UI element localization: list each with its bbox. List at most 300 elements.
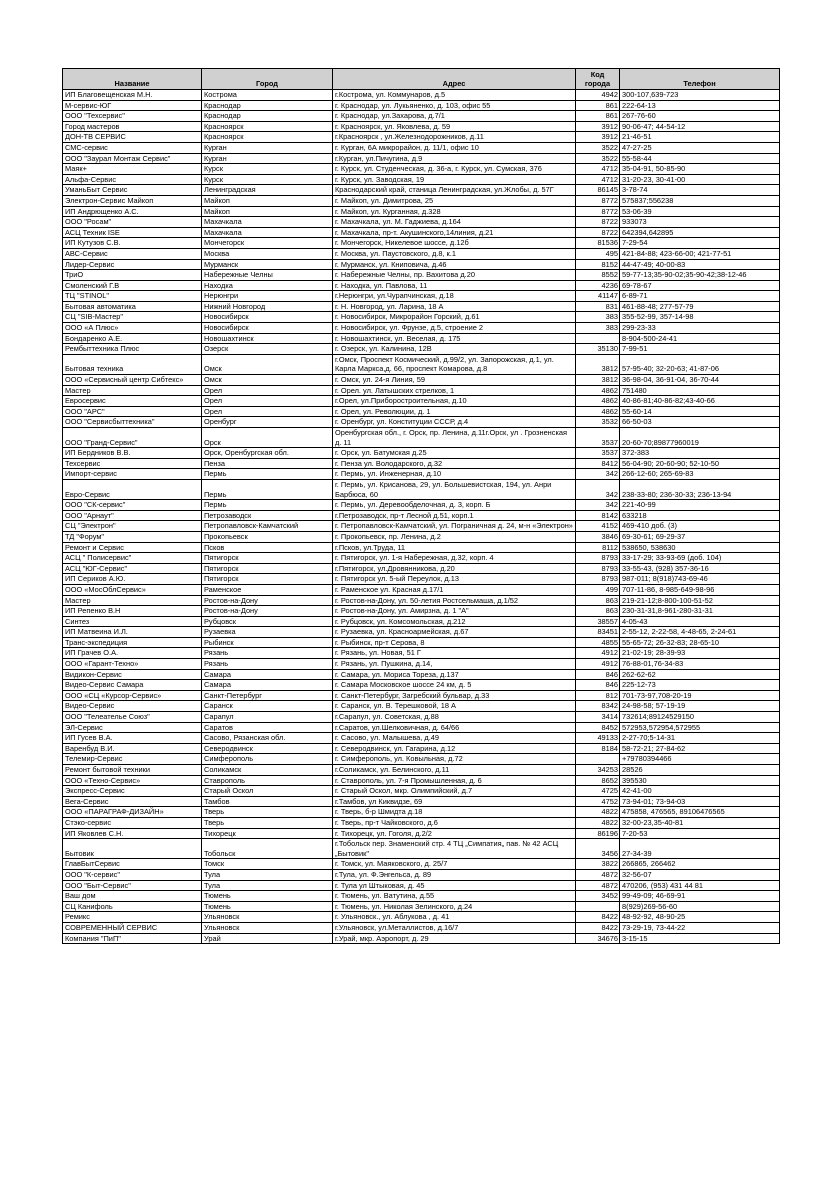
cell-phone: 58-72-21; 27-84-62: [620, 743, 780, 754]
table-row: [63, 417, 780, 428]
cell-code: 38557: [576, 616, 620, 627]
table-row: [63, 206, 780, 217]
table-row: [63, 584, 780, 595]
table-row: [63, 839, 780, 859]
cell-city: Ростов-на-Дону: [202, 595, 333, 606]
cell-phone: 28526: [620, 765, 780, 776]
cell-phone: 31-20-23, 30-41-00: [620, 174, 780, 185]
cell-name: ООО "Техсервис": [63, 111, 202, 122]
header-code: Код города: [576, 69, 620, 90]
service-center-sheet: [62, 68, 779, 944]
cell-name: Телемир-Сервис: [63, 754, 202, 765]
table-row: [63, 132, 780, 143]
cell-phone: 4-05-43: [620, 616, 780, 627]
cell-code: 8772: [576, 206, 620, 217]
cell-code: 495: [576, 248, 620, 259]
cell-city: Краснодар: [202, 100, 333, 111]
cell-code: 4872: [576, 869, 620, 880]
cell-address: г. Пермь, ул. Крисанова, 29, ул. Большевистская, 194, ул. Анри Барбюса, 60: [333, 479, 576, 499]
cell-city: Рузаевка: [202, 627, 333, 638]
table-row: [63, 174, 780, 185]
cell-address: г. Ростов-на-Дону, ул. 50-летия Ростсельмаша, д.1/52: [333, 595, 576, 606]
cell-name: ООО "Заурал Монтаж Сервис": [63, 153, 202, 164]
cell-address: г. Курск, ул. Студенческая, д. 36-а, г. Курск, ул. Сумская, 376: [333, 164, 576, 175]
cell-city: Томск: [202, 859, 333, 870]
cell-code: 3912: [576, 121, 620, 132]
cell-name: ООО "К-сервис": [63, 869, 202, 880]
table-row: [63, 775, 780, 786]
table-row: [63, 817, 780, 828]
cell-code: 4912: [576, 659, 620, 670]
cell-address: г. Новосибирск, ул. Фрунзе, д.5, строение 2: [333, 323, 576, 334]
cell-city: Озерск: [202, 344, 333, 355]
cell-city: Орел: [202, 396, 333, 407]
cell-phone: 7-29-54: [620, 238, 780, 249]
cell-address: г. Новошахтинск, ул. Веселая, д. 175: [333, 333, 576, 344]
cell-name: Ремикс: [63, 912, 202, 923]
cell-city: Пермь: [202, 500, 333, 511]
cell-code: 8652: [576, 775, 620, 786]
cell-phone: 76-88-01,76-34-83: [620, 659, 780, 670]
cell-phone: 36-98-04, 36-91-04, 36-70-44: [620, 375, 780, 386]
cell-name: ООО "Росам": [63, 217, 202, 228]
cell-address: г. Прокопьевск, пр. Ленина, д.2: [333, 531, 576, 542]
cell-city: Орел: [202, 385, 333, 396]
cell-city: Пермь: [202, 469, 333, 480]
cell-code: 846: [576, 669, 620, 680]
table-row: [63, 164, 780, 175]
cell-phone: 69-78-67: [620, 280, 780, 291]
cell-code: 846: [576, 680, 620, 691]
cell-city: Майкоп: [202, 195, 333, 206]
table-row: [63, 933, 780, 944]
cell-city: Рубцовск: [202, 616, 333, 627]
cell-code: 86196: [576, 828, 620, 839]
cell-code: 8793: [576, 563, 620, 574]
cell-address: г. Пятигорск ул. 5-ый Переулок, д.13: [333, 574, 576, 585]
cell-phone: 701-73-97,708-20-19: [620, 690, 780, 701]
cell-city: Пенза: [202, 458, 333, 469]
cell-code: 861: [576, 111, 620, 122]
cell-phone: 55-60-14: [620, 406, 780, 417]
cell-name: Маяк+: [63, 164, 202, 175]
cell-code: [576, 901, 620, 912]
cell-address: г. Омск, ул. 24-я Линия, 59: [333, 375, 576, 386]
cell-name: Бондаренко А.Е.: [63, 333, 202, 344]
cell-city: Нерюнгри: [202, 291, 333, 302]
cell-name: ИП Репенко В.Н: [63, 606, 202, 617]
cell-code: 499: [576, 584, 620, 595]
cell-code: 3822: [576, 859, 620, 870]
cell-code: 4712: [576, 174, 620, 185]
cell-name: Видео-Сервис: [63, 701, 202, 712]
table-row: [63, 765, 780, 776]
cell-address: г. Санкт-Петербург, Загребский бульвар, д.33: [333, 690, 576, 701]
table-row: [63, 542, 780, 553]
cell-address: г.Ульяновск, ул.Металлистов, д.16/7: [333, 922, 576, 933]
cell-code: 3522: [576, 153, 620, 164]
cell-address: г.Соликамск, ул. Белинского, д.11: [333, 765, 576, 776]
cell-city: Ростов-на-Дону: [202, 606, 333, 617]
cell-city: Ульяновск: [202, 912, 333, 923]
cell-city: Ставрополь: [202, 775, 333, 786]
cell-code: 3456: [576, 839, 620, 859]
cell-city: Тюмень: [202, 901, 333, 912]
cell-name: Альфа-Сервис: [63, 174, 202, 185]
cell-name: ООО «СЦ «Курсор-Сервис»: [63, 690, 202, 701]
cell-city: Краснодар: [202, 111, 333, 122]
cell-city: Тула: [202, 880, 333, 891]
table-row: [63, 627, 780, 638]
table-row: [63, 510, 780, 521]
table-row: [63, 153, 780, 164]
cell-code: 4236: [576, 280, 620, 291]
cell-address: г.Орел, ул.Приборостроительная, д.10: [333, 396, 576, 407]
cell-name: Евро-Сервис: [63, 479, 202, 499]
cell-address: г.Петрозаводск, пр-т Лесной д.51, корп.1: [333, 510, 576, 521]
table-row: [63, 722, 780, 733]
cell-code: 3414: [576, 712, 620, 723]
cell-code: 3452: [576, 891, 620, 902]
cell-phone: 27-34-39: [620, 839, 780, 859]
cell-address: г. Самара, ул. Мориса Тореза, д.137: [333, 669, 576, 680]
table-row: [63, 859, 780, 870]
cell-code: 4862: [576, 406, 620, 417]
cell-address: г. Тверь, б-р Шмидта д.18: [333, 807, 576, 818]
cell-name: Ремонт и Сервис: [63, 542, 202, 553]
cell-address: г. Тюмень, ул. Ватутина, д.55: [333, 891, 576, 902]
cell-city: Красноярск: [202, 121, 333, 132]
cell-name: АСЦ " Полисервис": [63, 553, 202, 564]
table-row: [63, 701, 780, 712]
cell-address: г.Кострома, ул. Коммунаров, д.5: [333, 90, 576, 101]
cell-name: Мастер: [63, 385, 202, 396]
cell-city: Орск: [202, 428, 333, 448]
cell-code: 4152: [576, 521, 620, 532]
table-row: [63, 479, 780, 499]
cell-code: 4942: [576, 90, 620, 101]
cell-name: Смоленский Г.В: [63, 280, 202, 291]
cell-phone: 469-410 доб. (3): [620, 521, 780, 532]
cell-city: Пятигорск: [202, 574, 333, 585]
cell-name: АСЦ "ЮГ-Сервис": [63, 563, 202, 574]
table-row: [63, 90, 780, 101]
cell-city: Рыбинск: [202, 637, 333, 648]
cell-phone: 300-107,639-723: [620, 90, 780, 101]
cell-address: г. Рубцовск, ул. Комсомольская, д.212: [333, 616, 576, 627]
cell-phone: 225-12-73: [620, 680, 780, 691]
cell-code: 83451: [576, 627, 620, 638]
cell-code: 49133: [576, 733, 620, 744]
cell-name: Видео-Сервис Самара: [63, 680, 202, 691]
cell-name: Синтез: [63, 616, 202, 627]
cell-city: Находка: [202, 280, 333, 291]
cell-code: 863: [576, 595, 620, 606]
cell-address: г. Рязань, ул. Новая, 51 Г: [333, 648, 576, 659]
cell-phone: 53-06-39: [620, 206, 780, 217]
cell-address: г.Тула, ул. Ф.Энгельса, д. 89: [333, 869, 576, 880]
cell-address: г. Махачкала, пр-т. Акушинского,14линия, д.21: [333, 227, 576, 238]
cell-phone: 20-60-70;89877960019: [620, 428, 780, 448]
cell-name: ООО «Сервисный центр Сибтекс»: [63, 375, 202, 386]
cell-address: г.Пятигорск, ул.Дровянникова, д.20: [333, 563, 576, 574]
cell-name: ИП Андрющенко А.С.: [63, 206, 202, 217]
cell-city: Курган: [202, 153, 333, 164]
cell-name: Транс-экспедиция: [63, 637, 202, 648]
cell-address: Краснодарский край, станица Ленинградская, ул.Жлобы, д. 57Г: [333, 185, 576, 196]
cell-name: ООО "Телеателье Союз": [63, 712, 202, 723]
cell-phone: 40-86-81;40-86-82;43-40-66: [620, 396, 780, 407]
table-row: [63, 354, 780, 374]
cell-city: Самара: [202, 669, 333, 680]
table-row: [63, 669, 780, 680]
table-row: [63, 754, 780, 765]
cell-address: г. Пермь, ул. Деревообделочная, д. 3, корп. Б: [333, 500, 576, 511]
cell-address: г. Н. Новгород, ул. Ларина, 18 А: [333, 301, 576, 312]
cell-code: 3912: [576, 132, 620, 143]
cell-address: Оренбургская обл., г. Орск, пр. Ленина, д.11г.Орск, ул . Грознeнская д. 11: [333, 428, 576, 448]
cell-name: ООО «Техно-Сервис»: [63, 775, 202, 786]
cell-address: г. Махачкала, ул. М. Гаджиева, д.164: [333, 217, 576, 228]
header-address: Адрес: [333, 69, 576, 90]
cell-phone: 21-46-51: [620, 132, 780, 143]
table-row: [63, 637, 780, 648]
cell-name: Мастер: [63, 595, 202, 606]
table-row: [63, 469, 780, 480]
cell-phone: 73-29-19, 73-44-22: [620, 922, 780, 933]
cell-city: Тверь: [202, 807, 333, 818]
cell-name: Рембыттехника Плюс: [63, 344, 202, 355]
cell-phone: 55-65-72; 26-32-83; 28-65-10: [620, 637, 780, 648]
cell-city: Майкоп: [202, 206, 333, 217]
cell-name: Экспресс-Сервис: [63, 786, 202, 797]
cell-address: г. Майкоп, ул. Курганная, д.328: [333, 206, 576, 217]
header-phone: Телефон: [620, 69, 780, 90]
cell-name: Лидер-Сервис: [63, 259, 202, 270]
cell-phone: 642394,642895: [620, 227, 780, 238]
cell-code: 8793: [576, 553, 620, 564]
table-row: [63, 185, 780, 196]
cell-name: ООО "АРС": [63, 406, 202, 417]
table-row: [63, 912, 780, 923]
cell-phone: 2-55-12, 2-22-58, 4-48-65, 2-24-61: [620, 627, 780, 638]
cell-address: г. Москва, ул. Паустовского, д.8, к.1: [333, 248, 576, 259]
table-row: [63, 227, 780, 238]
cell-city: Махачкала: [202, 227, 333, 238]
cell-phone: 33-17-29; 33-93-69 (доб. 104): [620, 553, 780, 564]
cell-phone: 56-04-90; 20-60-90; 52-10-50: [620, 458, 780, 469]
cell-address: г. Пенза ул. Володарского, д.32: [333, 458, 576, 469]
cell-address: г.Тобольск пер. Знаменский стр. 4 ТЦ „Симпатия„ пав. № 42 АСЦ „Бытовик": [333, 839, 576, 859]
cell-name: ООО «А Плюс»: [63, 323, 202, 334]
cell-code: 3522: [576, 142, 620, 153]
table-row: [63, 500, 780, 511]
table-row: [63, 743, 780, 754]
cell-city: Сасово, Рязанская обл.: [202, 733, 333, 744]
cell-name: ИП Грачев О.А.: [63, 648, 202, 659]
table-row: [63, 344, 780, 355]
cell-address: г.Нерюнгри, ул.Чурапчинская, д.18: [333, 291, 576, 302]
cell-code: 861: [576, 100, 620, 111]
cell-code: 8552: [576, 270, 620, 281]
table-row: [63, 595, 780, 606]
cell-code: 8772: [576, 195, 620, 206]
table-row: [63, 259, 780, 270]
cell-phone: 24-98-58; 57-19-19: [620, 701, 780, 712]
cell-name: Компания "ПиП": [63, 933, 202, 944]
cell-phone: 475858, 476565, 89106476565: [620, 807, 780, 818]
cell-code: 8112: [576, 542, 620, 553]
cell-name: ИП Матвеина И.Л.: [63, 627, 202, 638]
cell-address: г.Курган, ул.Пичугина, д.9: [333, 153, 576, 164]
table-row: [63, 448, 780, 459]
cell-city: Мончегорск: [202, 238, 333, 249]
cell-address: г. Мурманск, ул. Книповича, д.46: [333, 259, 576, 270]
cell-city: Махачкала: [202, 217, 333, 228]
cell-phone: 35-04-91, 50-85-90: [620, 164, 780, 175]
cell-code: 4752: [576, 796, 620, 807]
cell-address: г. Рузаевка, ул. Красноармейская, д.67: [333, 627, 576, 638]
cell-name: ООО «МосОблСервис»: [63, 584, 202, 595]
cell-name: УманьБыт Сервис: [63, 185, 202, 196]
cell-phone: 299-23-33: [620, 323, 780, 334]
table-row: [63, 291, 780, 302]
cell-code: 86145: [576, 185, 620, 196]
table-row: [63, 406, 780, 417]
cell-address: г. Краснодар, ул. Лукьяненко, д. 103, офис 55: [333, 100, 576, 111]
cell-name: Бытовая автоматика: [63, 301, 202, 312]
cell-phone: 751480: [620, 385, 780, 396]
cell-city: Санкт-Петербург: [202, 690, 333, 701]
cell-city: Тюмень: [202, 891, 333, 902]
cell-code: 383: [576, 312, 620, 323]
cell-name: СЦ "Электрон": [63, 521, 202, 532]
cell-name: ДОН-ТВ СЕРВИС: [63, 132, 202, 143]
cell-address: г.Омск, Проспект Космический, д.99/2, ул. Запорожская, д.1, ул. Карла Маркса,д. 66, проспект Комарова, д.8: [333, 354, 576, 374]
table-row: [63, 796, 780, 807]
cell-address: г. Томск, ул. Маяковского, д. 25/7: [333, 859, 576, 870]
cell-city: Ульяновск: [202, 922, 333, 933]
cell-address: г. Петропавловск-Камчатский, ул. Пограничная д. 24, м-н «Электрон»: [333, 521, 576, 532]
table-row: [63, 712, 780, 723]
cell-address: г. Майкоп, ул. Димитрова, 25: [333, 195, 576, 206]
cell-code: 4822: [576, 807, 620, 818]
cell-address: г.Урай, мкр. Аэропорт, д. 29: [333, 933, 576, 944]
cell-address: г. Северодвинск, ул. Гагарина, д.12: [333, 743, 576, 754]
cell-code: 4912: [576, 648, 620, 659]
cell-address: г. Орел. ул. Латышских стрелков, 1: [333, 385, 576, 396]
cell-name: АВС-Сервис: [63, 248, 202, 259]
cell-name: СМС-сервис: [63, 142, 202, 153]
cell-name: СЦ Канифоль: [63, 901, 202, 912]
table-row: [63, 385, 780, 396]
cell-name: ГлавБытСервис: [63, 859, 202, 870]
cell-city: Саратов: [202, 722, 333, 733]
cell-phone: 267-76-60: [620, 111, 780, 122]
table-row: [63, 121, 780, 132]
cell-code: 4822: [576, 817, 620, 828]
cell-code: 8184: [576, 743, 620, 754]
cell-name: Электрон-Сервис Майкоп: [63, 195, 202, 206]
cell-code: 8722: [576, 217, 620, 228]
cell-phone: 221-40-99: [620, 500, 780, 511]
cell-name: ТД "Форум": [63, 531, 202, 542]
cell-code: 4862: [576, 385, 620, 396]
cell-city: Северодвинск: [202, 743, 333, 754]
cell-code: 4725: [576, 786, 620, 797]
cell-address: г. Находка, ул. Павлова, 11: [333, 280, 576, 291]
cell-address: г. Мончегорск, Никелевое шоссе, д.12б: [333, 238, 576, 249]
cell-code: 8152: [576, 259, 620, 270]
cell-address: г.Саратов, ул.Шелковичная, д. 64/66: [333, 722, 576, 733]
cell-code: 4712: [576, 164, 620, 175]
cell-city: Оренбург: [202, 417, 333, 428]
cell-phone: 3-78-74: [620, 185, 780, 196]
cell-phone: 230-31-31,8-961-280-31-31: [620, 606, 780, 617]
cell-phone: 32-00-23,35-40-81: [620, 817, 780, 828]
table-row: [63, 807, 780, 818]
cell-phone: 470206, (953) 431 44 81: [620, 880, 780, 891]
cell-address: г.Красноярск , ул.Железнодорожников, д.11: [333, 132, 576, 143]
cell-phone: 262-62-62: [620, 669, 780, 680]
cell-name: ООО «ПАРАГРАФ-ДИЗАЙН»: [63, 807, 202, 818]
cell-phone: 42-41-00: [620, 786, 780, 797]
cell-city: Тобольск: [202, 839, 333, 859]
cell-name: СЦ "SIB-Мастер": [63, 312, 202, 323]
cell-code: 34253: [576, 765, 620, 776]
cell-address: г.Псков, ул.Труда, 11: [333, 542, 576, 553]
table-row: [63, 375, 780, 386]
cell-code: 342: [576, 469, 620, 480]
cell-city: Петрозаводск: [202, 510, 333, 521]
header-name: Название: [63, 69, 202, 90]
cell-name: ООО "Быт-Сервис": [63, 880, 202, 891]
cell-address: г. Пермь, ул. Инженерная, д.10: [333, 469, 576, 480]
table-row: [63, 733, 780, 744]
cell-name: Варенбуд В.И.: [63, 743, 202, 754]
cell-address: г. Набережные Челны, пр. Вахитова д.20: [333, 270, 576, 281]
cell-city: Мурманск: [202, 259, 333, 270]
cell-address: г. Тюмень, ул. Николая Зелинского, д.24: [333, 901, 576, 912]
cell-address: г.Сарапул, ул. Советская, д.88: [333, 712, 576, 723]
cell-city: Старый Оскол: [202, 786, 333, 797]
cell-code: 41147: [576, 291, 620, 302]
cell-address: г. Краснодар, ул.Захарова, д.7/1: [333, 111, 576, 122]
cell-city: Новошахтинск: [202, 333, 333, 344]
cell-phone: 6-89-71: [620, 291, 780, 302]
cell-address: г. Курган, 6А микрорайон, д. 11/1, офис 10: [333, 142, 576, 153]
cell-name: ООО "Сервисбыттехника": [63, 417, 202, 428]
cell-phone: 987-011; 8(918)743-69-46: [620, 574, 780, 585]
cell-name: ООО «Гарант-Техно»: [63, 659, 202, 670]
cell-code: 4855: [576, 637, 620, 648]
cell-city: Новосибирск: [202, 323, 333, 334]
cell-name: ИП Сериков А.Ю.: [63, 574, 202, 585]
cell-phone: 55-58-44: [620, 153, 780, 164]
cell-phone: 933073: [620, 217, 780, 228]
cell-name: Ремонт бытовой техники: [63, 765, 202, 776]
table-row: [63, 690, 780, 701]
cell-city: Петропавловск-Камчатский: [202, 521, 333, 532]
cell-name: АСЦ Техник ISE: [63, 227, 202, 238]
table-row: [63, 680, 780, 691]
cell-address: г. Старый Оскол, мкр. Олимпийский, д.7: [333, 786, 576, 797]
table-row: [63, 659, 780, 670]
cell-phone: 44-47-49; 40-00-83: [620, 259, 780, 270]
table-row: [63, 922, 780, 933]
cell-code: 8793: [576, 574, 620, 585]
cell-phone: 355-52-99, 357-14-98: [620, 312, 780, 323]
